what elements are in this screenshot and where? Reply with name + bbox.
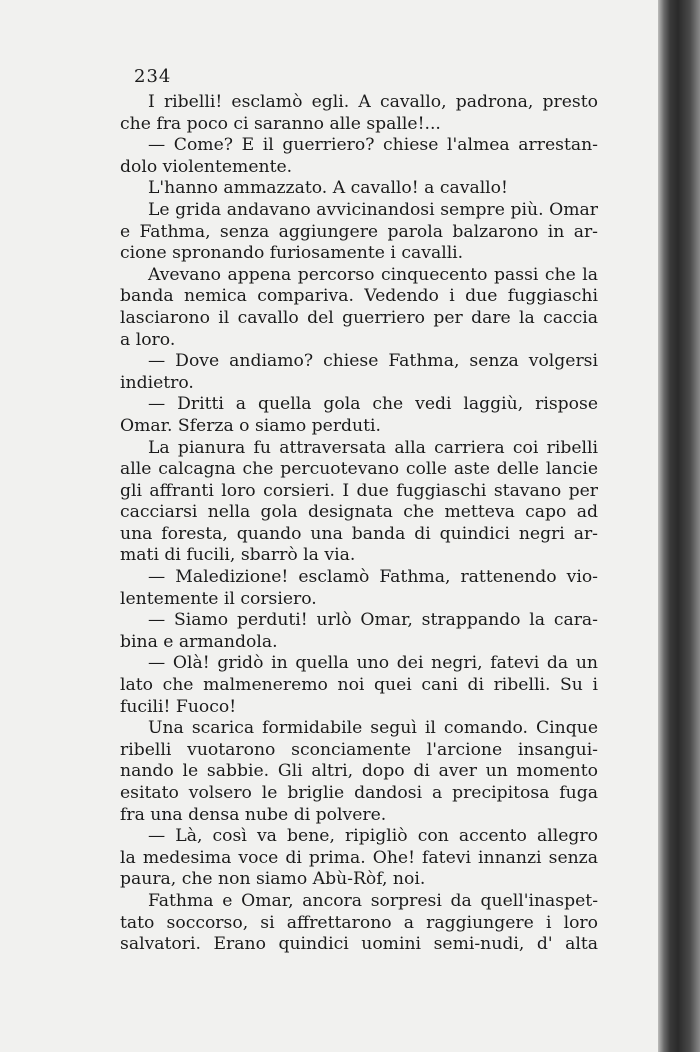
text-line: dolo violentemente. — [120, 156, 293, 177]
page-number: 234 — [134, 66, 172, 87]
text-line: esitato volsero le briglie dandosi a precipitosa fuga — [120, 783, 598, 803]
text-line: e Fathma, senza aggiungere parola balzarono in ar- — [120, 221, 598, 242]
text-line: cione spronando furiosamente i cavalli. — [120, 243, 464, 264]
text-line: — Olà! gridò in quella uno dei negri, fatevi da un — [148, 653, 598, 674]
text-line: Fathma e Omar, ancora sorpresi da quell'inaspet- — [148, 890, 598, 911]
text-line: — Dove andiamo? chiese Fathma, senza volgersi — [148, 351, 598, 372]
text-line: — Maledizione! esclamò Fathma, rattenendo vio- — [148, 567, 598, 588]
text-line: a loro. — [120, 329, 176, 350]
text-line: tato soccorso, si affrettarono a raggiungere i loro — [120, 912, 598, 933]
text-line: banda nemica compariva. Vedendo i due fuggiaschi — [120, 286, 598, 307]
text-line: I ribelli! esclamò egli. A cavallo, padrona, presto — [148, 92, 598, 112]
text-line: fucili! Fuoco! — [120, 696, 237, 717]
text-line: Le grida andavano avvicinandosi sempre più. Omar — [148, 199, 598, 220]
text-line: — Dritti a quella gola che vedi laggiù, rispose — [148, 394, 598, 415]
text-line: L'hanno ammazzato. A cavallo! a cavallo! — [148, 178, 508, 199]
text-line: Una scarica formidabile seguì il comando. Cinque — [148, 718, 598, 739]
text-line: Avevano appena percorso cinquecento passi che la — [148, 264, 598, 285]
text-line: paura, che non siamo Abù-Ròf, noi. — [120, 869, 426, 890]
text-line: mati di fucili, sbarrò la via. — [120, 545, 356, 566]
text-line: lato che malmeneremo noi quei cani di ribelli. Su i — [120, 675, 598, 696]
text-line: fra una densa nube di polvere. — [120, 804, 387, 825]
text-line: salvatori. Erano quindici uomini semi-nudi, d' alta — [120, 934, 598, 955]
text-line: indietro. — [120, 372, 194, 393]
text-line: bina e armandola. — [120, 631, 278, 652]
text-line: Omar. Sferza o siamo perduti. — [120, 415, 381, 436]
page-text — [120, 92, 598, 956]
text-line: che fra poco ci saranno alle spalle!... — [120, 113, 441, 134]
text-line: una foresta, quando una banda di quindici negri ar- — [120, 523, 598, 544]
text-line: la medesima voce di prima. Ohe! fatevi innanzi senza — [120, 847, 598, 868]
text-line: — Là, così va bene, ripigliò con accento allegro — [148, 826, 598, 847]
text-line: lasciarono il cavallo del guerriero per dare la caccia — [120, 307, 598, 328]
text-line: nando le sabbie. Gli altri, dopo di aver un momento — [120, 761, 598, 782]
text-line: cacciarsi nella gola designata che metteva capo ad — [120, 502, 598, 523]
text-line: — Come? E il guerriero? chiese l'almea arrestan- — [148, 135, 598, 156]
text-line: lentemente il corsiero. — [120, 588, 317, 609]
text-line: gli affranti loro corsieri. I due fuggiaschi stavano per — [120, 480, 598, 501]
text-line: ribelli vuotarono sconciamente l'arcione insangui- — [120, 739, 598, 760]
book-spine-shadow — [658, 0, 700, 1052]
text-line: — Siamo perduti! urlò Omar, strappando la cara- — [148, 610, 598, 631]
text-line: La pianura fu attraversata alla carriera coi ribelli — [148, 437, 598, 458]
text-line: alle calcagna che percuotevano colle aste delle lancie — [120, 459, 598, 480]
